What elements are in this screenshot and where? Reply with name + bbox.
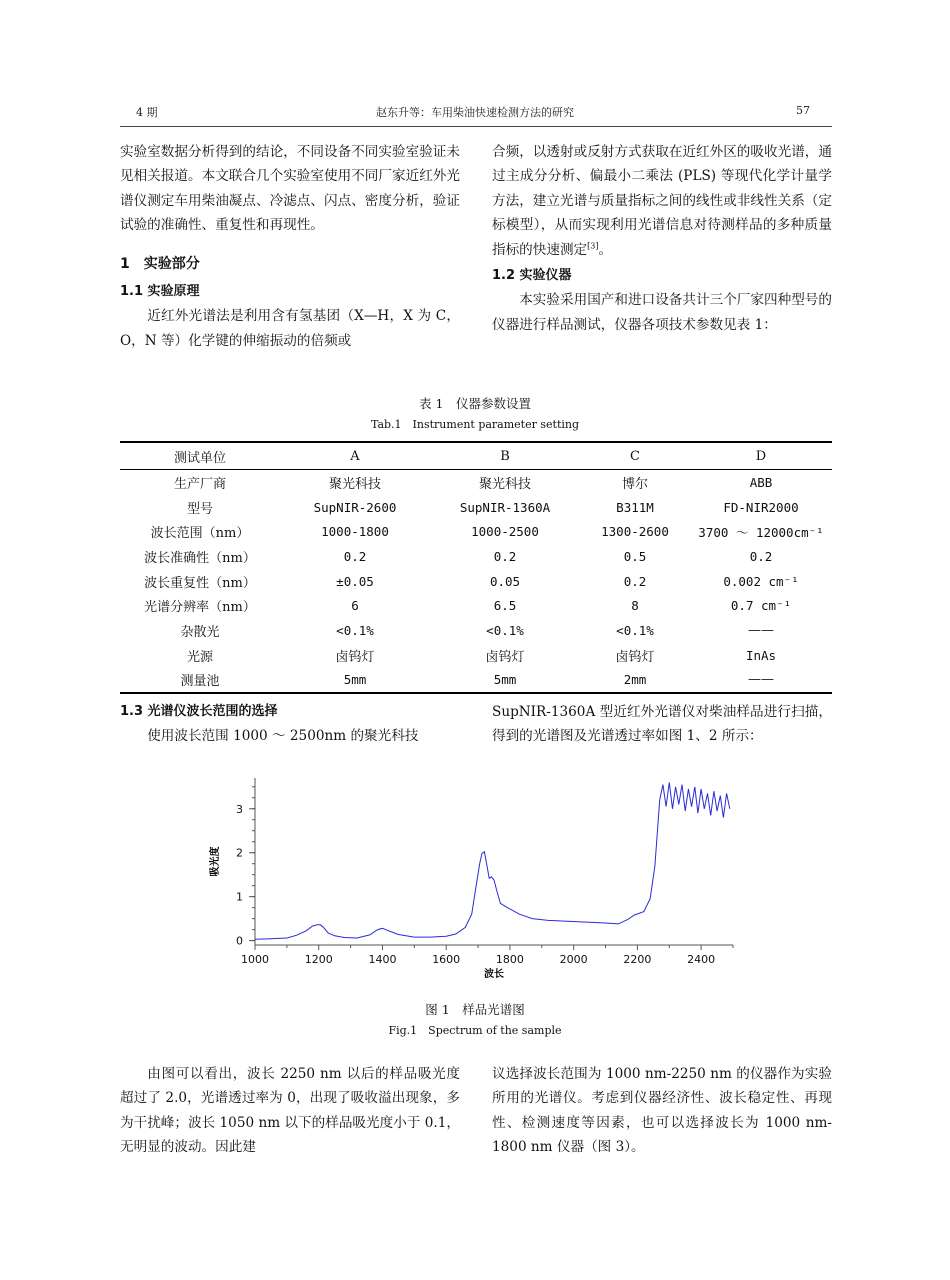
table-cell: FD-NIR2000 (723, 499, 799, 515)
table-header-cell: D (690, 442, 832, 470)
table-cell: 1300-2600 (601, 524, 669, 540)
table-row-label: 杂散光 (180, 624, 220, 640)
header-rule (120, 126, 832, 127)
figure-caption-cn: 图 1 样品光谱图 (425, 1002, 525, 1017)
table-row-label: 波长范围（nm） (150, 526, 250, 542)
section-1-1-text: 近红外光谱法是利用含有氢基团（X—H，X 为 C，O，N 等）化学键的伸缩振动的倍频或 (120, 308, 460, 349)
table-row-label: 光源 (186, 649, 213, 665)
table-header-cell: B (430, 442, 580, 470)
table-row-label: 波长准确性（nm） (144, 550, 256, 566)
left-column-section-1-3 (120, 700, 460, 749)
table-row (120, 519, 832, 544)
table-row-label: 型号 (186, 501, 213, 517)
table-cell: SupNIR-2600 (313, 499, 397, 515)
table-cell: 1000-2500 (471, 524, 539, 540)
table-caption-cn: 表 1 仪器参数设置 (419, 396, 531, 411)
right-column-closing (492, 1062, 832, 1160)
y-tick-label: 3 (236, 802, 243, 816)
principle-paragraph: 合频，以透射或反射方式获取在近红外区的吸收光谱，通过主成分分析、偏最小二乘法 (PLS) 等现代化学计量学方法，建立光谱与质量指标之间的线性或非线性关系（定标模型），从而实现利用光谱信息对待测样品的多种质量指标的快速测定[3]。 (492, 144, 832, 258)
table-row (120, 593, 832, 618)
reference-mark: [3] (587, 241, 599, 251)
table-cell: 卤钨灯 (615, 649, 655, 665)
section-1-2-text: 本实验采用国产和进口设备共计三个厂家四种型号的仪器进行样品测试，仪器各项技术参数见表 1： (492, 292, 832, 333)
y-axis-label: 吸光度 (210, 846, 221, 877)
table-cell: SupNIR-1360A (459, 499, 551, 515)
closing-paragraph-left: 由图可以看出，波长 2250 nm 以后的样品吸光度超过了 2.0，光谱透过率为 0，出现了吸收溢出现象，多为干扰峰；波长 1050 nm 以下的样品吸光度小于 0.1，无明显的波动。因此建 (120, 1066, 460, 1156)
table-cell: 0.2 (623, 573, 647, 589)
table-header-cell: C (580, 442, 690, 470)
x-tick-label: 1200 (304, 953, 333, 966)
table-cell: 0.2 (343, 548, 367, 564)
table-header-cell: 测试单位 (120, 442, 280, 470)
table-cell: 2mm (580, 668, 690, 694)
table-cell: 0.05 (489, 573, 521, 589)
table-cell: InAs (745, 647, 777, 663)
table-row (120, 643, 832, 668)
section-1-1-title: 1.1 实验原理 (120, 284, 200, 300)
table-cell: 6.5 (493, 598, 517, 614)
left-column-closing (120, 1062, 460, 1160)
section-1-3-text-left: 使用波长范围 1000 ～ 2500nm 的聚光科技 (147, 728, 419, 745)
table-row (120, 569, 832, 594)
section-1-2-title: 1.2 实验仪器 (492, 268, 572, 284)
table-cell: 0.002 cm⁻¹ (723, 573, 799, 589)
left-column-upper (120, 140, 460, 353)
y-tick-label: 2 (236, 846, 243, 860)
table-cell: 0.7 cm⁻¹ (730, 598, 792, 614)
header-page-number: 57 (796, 104, 810, 117)
table-cell: 0.5 (623, 548, 647, 564)
table-row (120, 495, 832, 520)
table-cell: 8 (631, 598, 639, 614)
table-cell: —— (748, 622, 774, 638)
x-tick-label: 1000 (241, 953, 269, 966)
table-cell: 6 (351, 598, 359, 614)
table-cell: —— (690, 668, 832, 694)
x-tick-label: 1800 (495, 953, 524, 966)
spectrum-line (255, 800, 660, 939)
table-cell: 卤钨灯 (335, 649, 375, 665)
table-row (120, 668, 832, 694)
table-cell: 聚光科技 (328, 476, 381, 492)
figure-caption-en: Fig.1 Spectrum of the sample (388, 1024, 562, 1037)
x-tick-label: 2200 (623, 953, 652, 966)
table-cell: 博尔 (621, 476, 648, 492)
table-cell: 聚光科技 (478, 476, 531, 492)
y-tick-label: 1 (236, 890, 243, 904)
table-row-label: 波长重复性（nm） (144, 575, 256, 591)
x-tick-label: 1400 (368, 953, 397, 966)
spectrum-chart (200, 770, 760, 1000)
header-title: 赵东升等：车用柴油快速检测方法的研究 (376, 106, 574, 119)
table-cell: <0.1% (486, 622, 524, 638)
table-cell: 5mm (280, 668, 430, 694)
table-row (120, 470, 832, 495)
header-issue: 4 期 (136, 106, 158, 119)
table-row (120, 618, 832, 643)
chart-lines (255, 782, 730, 939)
table-header-row (120, 442, 832, 470)
table-row (120, 544, 832, 569)
section-1-3-title: 1.3 光谱仪波长范围的选择 (120, 704, 278, 719)
right-column-upper (492, 140, 832, 337)
table-cell: ±0.05 (336, 573, 374, 589)
table-cell: 3700 ～ 12000cm⁻¹ (698, 524, 824, 540)
intro-paragraph: 实验室数据分析得到的结论，不同设备不同实验室验证未见相关报道。本文联合几个实验室使用不同厂家近红外光谱仪测定车用柴油凝点、冷滤点、闪点、密度分析，验证试验的准确性、重复性和再现性。 (120, 144, 460, 234)
chart-axes (236, 778, 733, 966)
x-axis-label: 波长 (484, 969, 504, 980)
table-cell: 0.2 (493, 548, 517, 564)
instrument-parameter-table (120, 441, 832, 694)
y-tick-label: 0 (236, 934, 243, 948)
x-tick-label: 2000 (559, 953, 588, 966)
table-cell: 5mm (430, 668, 580, 694)
closing-paragraph-right: 议选择波长范围为 1000 nm-2250 nm 的仪器作为实验所用的光谱仪。考虑到仪器经济性、波长稳定性、再现性、检测速度等因素，也可以选择波长为 1000 nm-1800 nm 仪器（图 3）。 (492, 1066, 832, 1156)
section-1-title: 1 实验部分 (120, 255, 200, 272)
table-row-label: 测量池 (120, 668, 280, 694)
x-tick-label: 2400 (687, 953, 716, 966)
table-row-label: 生产厂商 (173, 476, 226, 492)
table-row-label: 光谱分辨率（nm） (144, 600, 256, 616)
table-cell: <0.1% (336, 622, 374, 638)
table-header-cell: A (280, 442, 430, 470)
x-tick-label: 1600 (432, 953, 461, 966)
right-column-section-1-3 (492, 700, 832, 749)
spectrum-line (660, 782, 730, 817)
section-1-3-text-right: SupNIR-1360A 型近红外光谱仪对柴油样品进行扫描，得到的光谱图及光谱透过率如图 1、2 所示： (492, 704, 832, 745)
table-cell: 1000-1800 (321, 524, 389, 540)
table-cell: ABB (749, 474, 773, 490)
table-cell: <0.1% (616, 622, 654, 638)
table-cell: 卤钨灯 (485, 649, 525, 665)
table-caption-en: Tab.1 Instrument parameter setting (370, 418, 580, 431)
table-cell: 0.2 (749, 548, 773, 564)
table-cell: B311M (616, 499, 654, 515)
